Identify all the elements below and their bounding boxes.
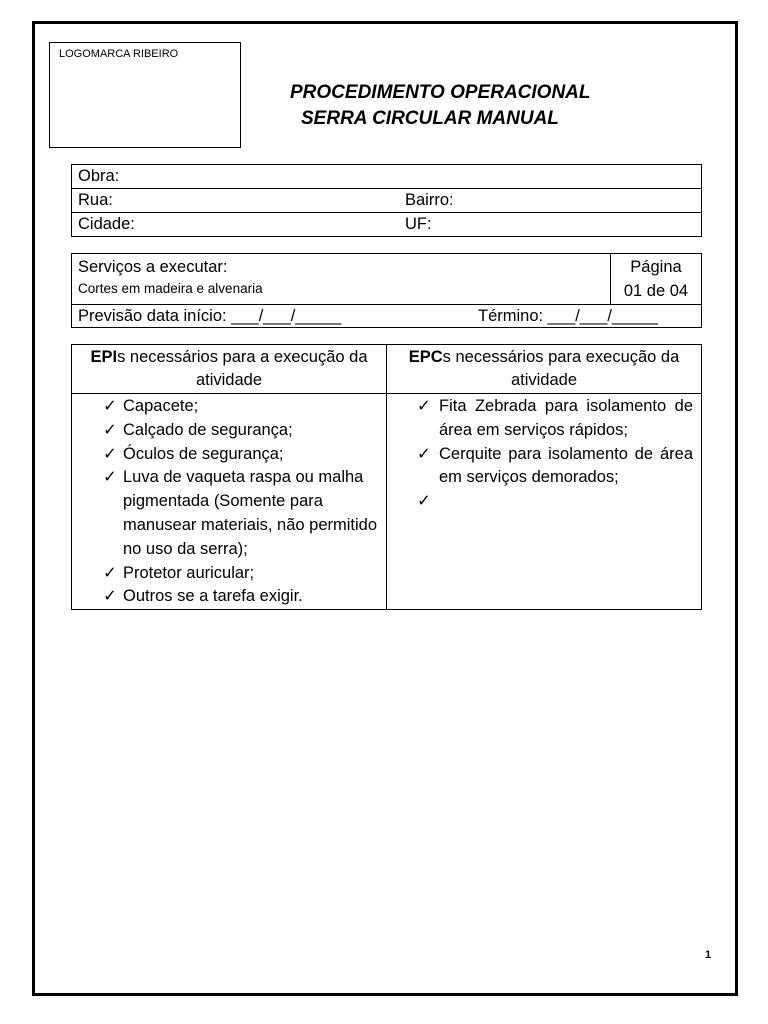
list-item-text: Calçado de segurança;: [123, 420, 293, 439]
equipment-list-row: [72, 394, 702, 610]
check-icon: ✓: [103, 444, 117, 463]
cidade-label: Cidade:: [78, 215, 135, 233]
services-row: [72, 254, 702, 305]
logo-placeholder: [49, 42, 241, 148]
list-item-text: Luva de vaqueta raspa ou malha pigmentada (Somente para manusear materiais, não permitido no uso da serra);: [123, 468, 378, 558]
list-item: [76, 562, 380, 586]
check-icon: ✓: [103, 563, 117, 582]
services-description: Cortes em madeira e alvenaria: [78, 281, 263, 296]
epc-list: [391, 395, 693, 514]
epi-heading: [72, 345, 387, 394]
cidade-cell: [72, 213, 702, 237]
check-icon: ✓: [417, 492, 431, 511]
services-label: Serviços a executar:: [78, 258, 228, 276]
end-date-label: Término: ___/___/_____: [478, 307, 658, 325]
list-item: [391, 395, 693, 443]
start-date-label: Previsão data início: ___/___/_____: [78, 307, 342, 325]
list-item: [391, 443, 693, 491]
rua-row: [72, 189, 702, 213]
rua-label: Rua:: [78, 191, 113, 209]
list-item: [76, 466, 380, 561]
services-cell: [72, 254, 611, 305]
list-item-text: Protetor auricular;: [123, 563, 255, 582]
list-item-text: Óculos de segurança;: [123, 444, 284, 463]
equipment-header-row: [72, 345, 702, 394]
dates-row: [72, 305, 702, 328]
check-icon: ✓: [417, 397, 431, 415]
epi-heading-rest: s necessários para a execução da atividade: [117, 348, 368, 389]
uf-label: UF:: [405, 215, 432, 233]
epi-list-cell: [72, 394, 387, 610]
check-icon: ✓: [103, 420, 117, 439]
bairro-label: Bairro:: [405, 191, 454, 209]
list-item-text: Outros se a tarefa exigir.: [123, 587, 303, 606]
list-item: [76, 585, 380, 609]
epi-heading-bold: EPI: [90, 348, 118, 366]
check-icon: ✓: [417, 444, 431, 463]
cidade-row: [72, 213, 702, 237]
list-item: [76, 395, 380, 419]
list-item-text: Capacete;: [123, 397, 199, 415]
page-info-cell: [611, 254, 702, 305]
page-value: 01 de 04: [623, 282, 689, 300]
services-table: [71, 253, 702, 328]
epc-heading: [387, 345, 702, 394]
page-label: Página: [630, 258, 682, 276]
list-item: [76, 419, 380, 443]
epc-heading-bold: EPC: [408, 348, 443, 366]
check-icon: ✓: [103, 468, 117, 487]
epc-list-cell: [387, 394, 702, 610]
document-title-line1: PROCEDIMENTO OPERACIONAL: [290, 82, 591, 103]
obra-row: [72, 165, 702, 189]
dates-cell: [72, 305, 702, 328]
list-item-text: Cerquite para isolamento de área em serviços demorados;: [439, 444, 693, 487]
epc-heading-rest: s necessários para execução da atividade: [442, 348, 680, 389]
footer-page-number: 1: [705, 949, 712, 961]
obra-label: Obra:: [78, 167, 120, 185]
list-item: [76, 443, 380, 467]
document-title-line2: SERRA CIRCULAR MANUAL: [301, 108, 559, 129]
epi-list: [76, 395, 380, 609]
protection-equipment-table: [71, 344, 702, 610]
check-icon: ✓: [103, 587, 117, 606]
logo-label: LOGOMARCA RIBEIRO: [59, 48, 179, 60]
list-item-text: Fita Zebrada para isolamento de área em serviços rápidos;: [439, 397, 693, 439]
obra-cell: [72, 165, 702, 189]
rua-cell: [72, 189, 702, 213]
check-icon: ✓: [103, 397, 117, 415]
list-item: [391, 490, 693, 514]
site-info-table: [71, 164, 702, 237]
